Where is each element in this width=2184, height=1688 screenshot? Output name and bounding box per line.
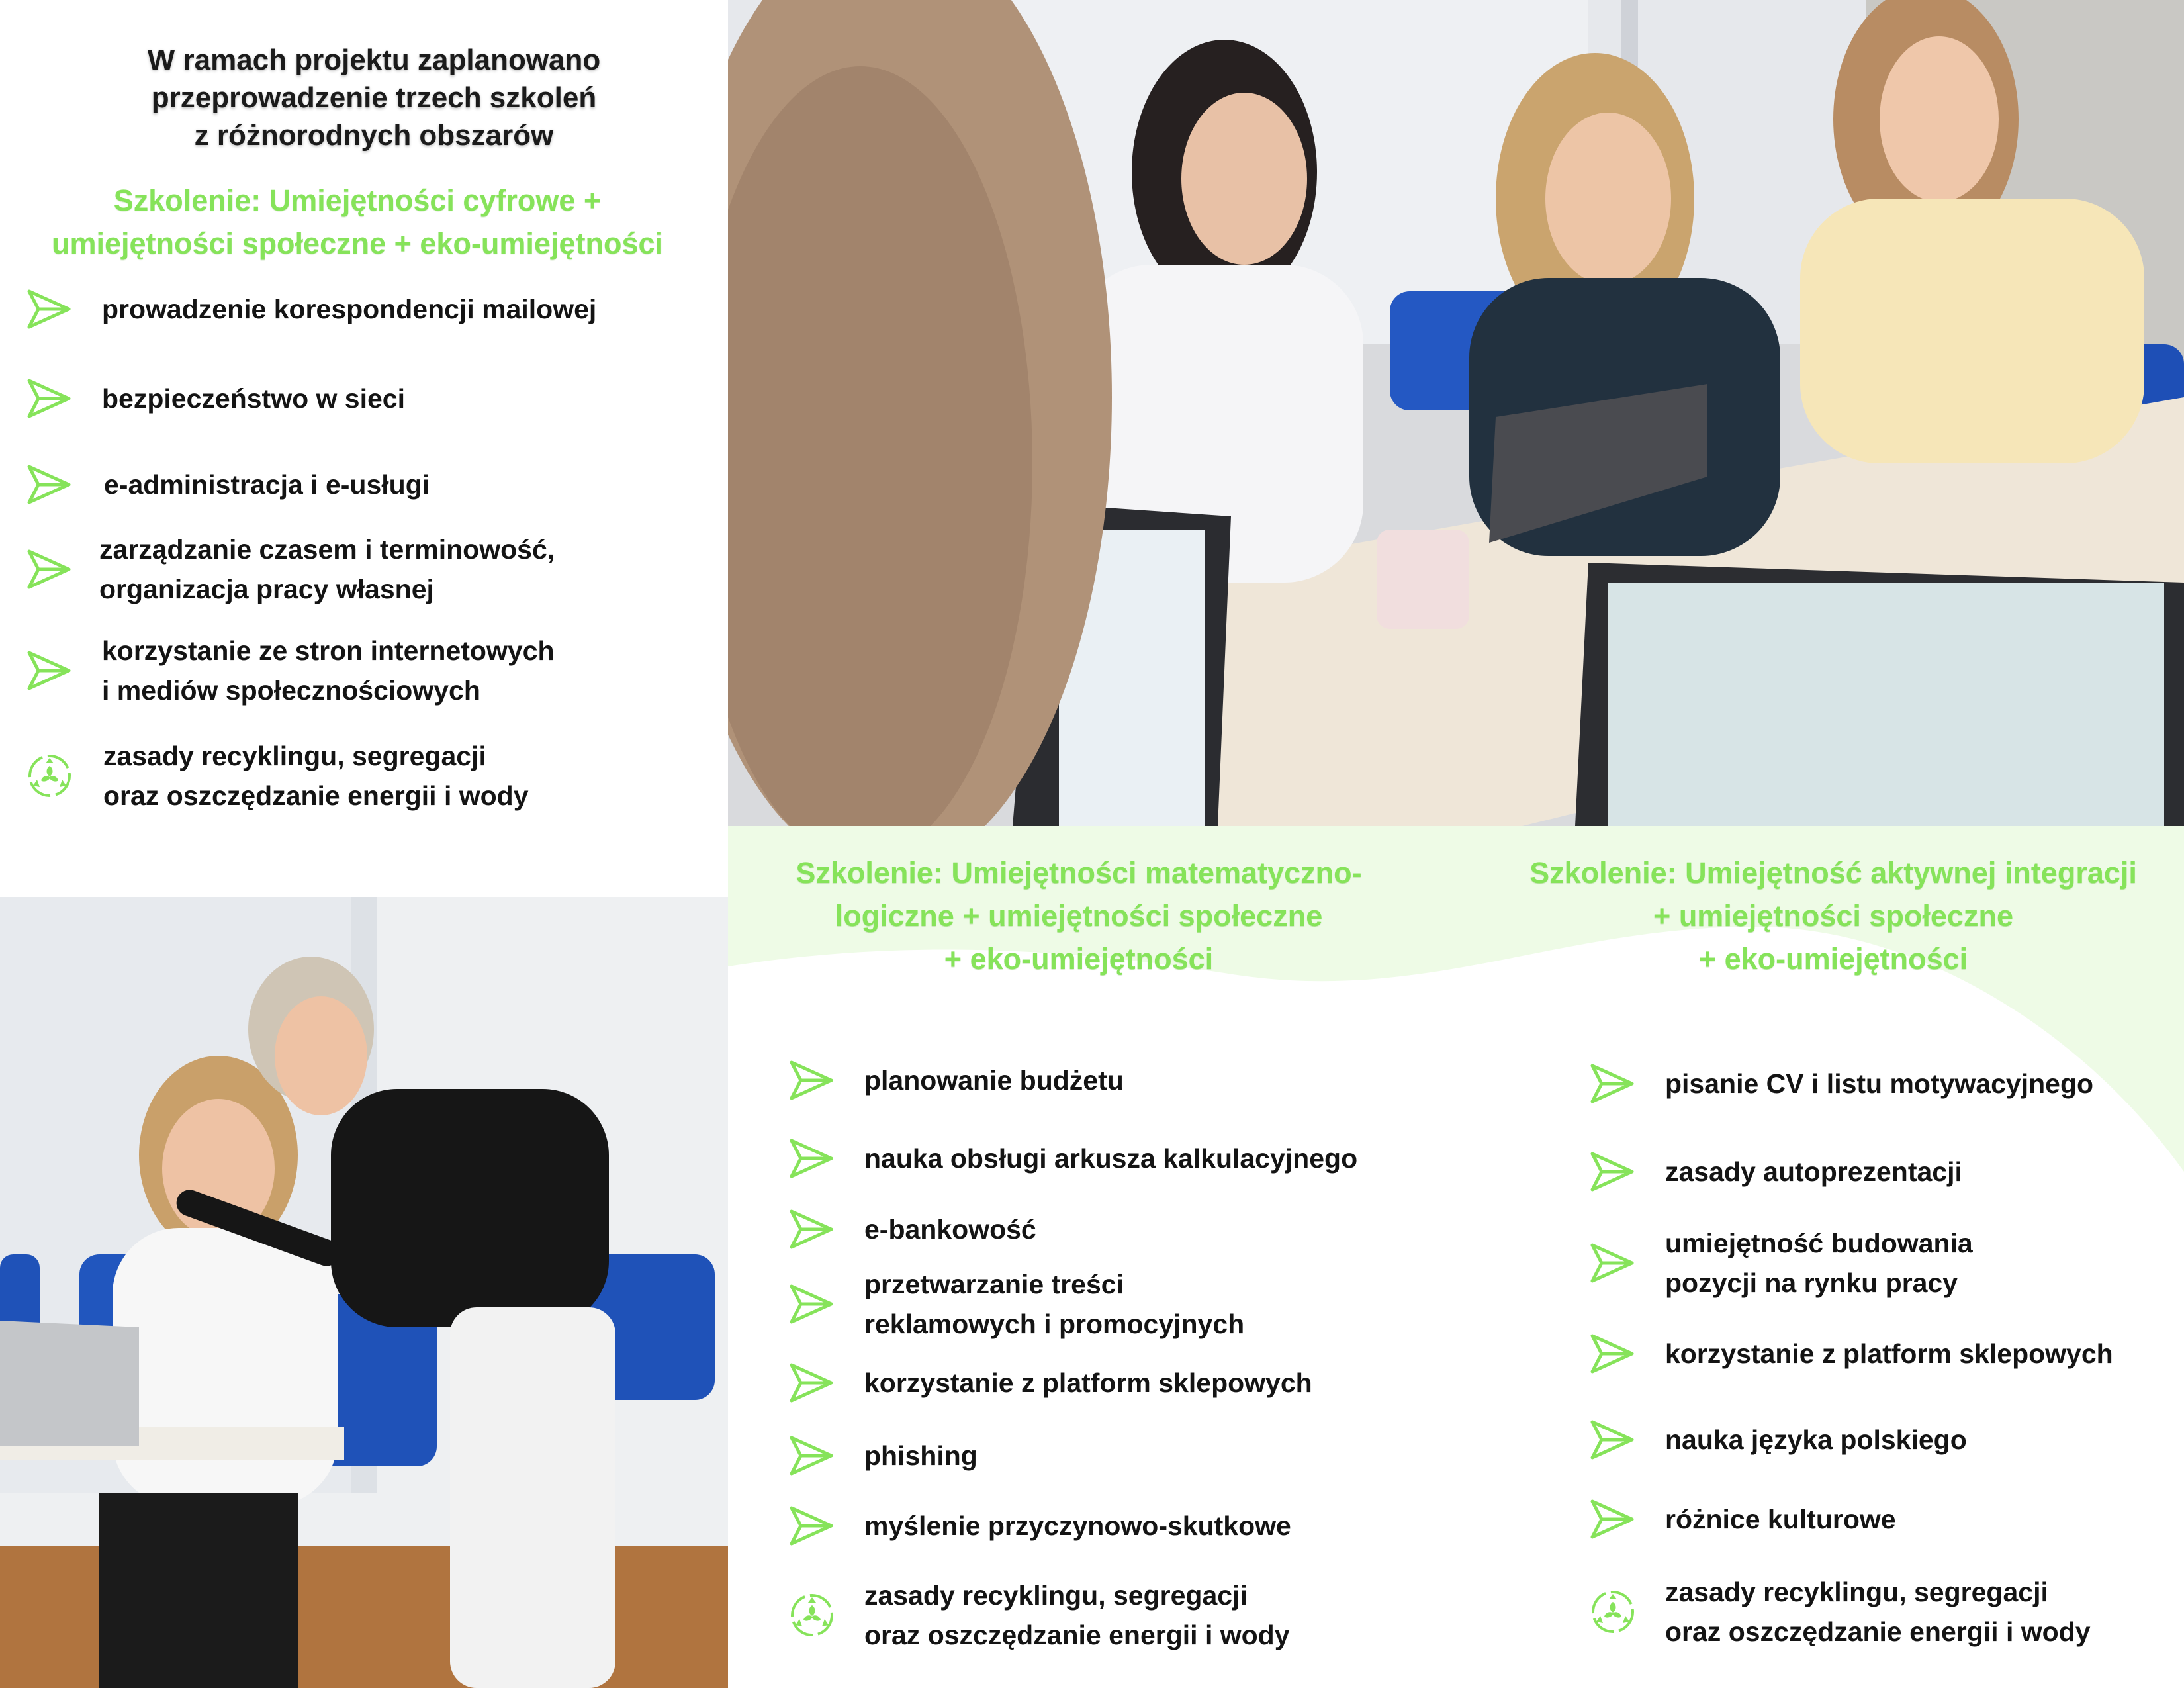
arrow-icon — [1588, 1415, 1637, 1464]
list-item: prowadzenie korespondencji mailowej — [25, 285, 596, 334]
training3-title: Szkolenie: Umiejętność aktywnej integracji + umiejętności społeczne + eko-umiejętności — [1529, 856, 2137, 976]
list-item: e-bankowość — [788, 1205, 1036, 1254]
recycle-icon — [788, 1591, 837, 1640]
intro-heading: W ramach projektu zaplanowano przeprowadzenie trzech szkoleń z różnorodnych obszarów — [147, 44, 601, 152]
list-item: bezpieczeństwo w sieci — [25, 374, 405, 423]
recycle-icon — [1588, 1587, 1637, 1636]
list-item: zasady autoprezentacji — [1588, 1147, 1962, 1196]
training-photo-bottom — [0, 897, 728, 1688]
list-item: phishing — [788, 1431, 978, 1480]
list-item: pisanie CV i listu motywacyjnego — [1588, 1059, 2093, 1108]
arrow-icon — [788, 1431, 837, 1480]
list-item: planowanie budżetu — [788, 1056, 1124, 1105]
arrow-icon — [1588, 1329, 1637, 1378]
recycle-icon — [25, 751, 74, 800]
list-item: zarządzanie czasem i terminowość, organizacja pracy własnej — [25, 530, 555, 609]
arrow-icon — [1588, 1059, 1637, 1108]
list-item: zasady recyklingu, segregacji oraz oszczędzanie energii i wody — [788, 1575, 1290, 1655]
list-item: nauka języka polskiego — [1588, 1415, 1967, 1464]
arrow-icon — [788, 1280, 837, 1329]
arrow-icon — [25, 374, 74, 423]
arrow-icon — [788, 1358, 837, 1407]
arrow-icon — [25, 646, 74, 695]
list-item: korzystanie z platform sklepowych — [788, 1358, 1312, 1407]
list-item: nauka obsługi arkusza kalkulacyjnego — [788, 1134, 1357, 1183]
list-item: myślenie przyczynowo-skutkowe — [788, 1501, 1291, 1550]
list-item: przetwarzanie treści reklamowych i promocyjnych — [788, 1264, 1244, 1344]
arrow-icon — [788, 1501, 837, 1550]
list-item: korzystanie z platform sklepowych — [1588, 1329, 2113, 1378]
arrow-icon — [1588, 1239, 1637, 1288]
list-item: różnice kulturowe — [1588, 1495, 1896, 1544]
arrow-icon — [788, 1056, 837, 1105]
list-item: zasady recyklingu, segregacji oraz oszczędzanie energii i wody — [25, 736, 529, 816]
training2-title: Szkolenie: Umiejętności matematyczno- logiczne + umiejętności społeczne + eko-umiejętności — [796, 856, 1362, 976]
arrow-icon — [1588, 1147, 1637, 1196]
training1-title: Szkolenie: Umiejętności cyfrowe + umiejętności społeczne + eko-umiejętności — [51, 183, 664, 260]
training-photo-top — [728, 0, 2184, 826]
arrow-icon — [25, 285, 74, 334]
arrow-icon — [25, 545, 74, 594]
arrow-icon — [788, 1134, 837, 1183]
arrow-icon — [25, 460, 74, 509]
list-item: korzystanie ze stron internetowych i mediów społecznościowych — [25, 631, 555, 710]
list-item: zasady recyklingu, segregacji oraz oszczędzanie energii i wody — [1588, 1572, 2091, 1652]
arrow-icon — [788, 1205, 837, 1254]
list-item: umiejętność budowania pozycji na rynku pracy — [1588, 1223, 1973, 1303]
arrow-icon — [1588, 1495, 1637, 1544]
list-item: e-administracja i e-usługi — [25, 460, 430, 509]
